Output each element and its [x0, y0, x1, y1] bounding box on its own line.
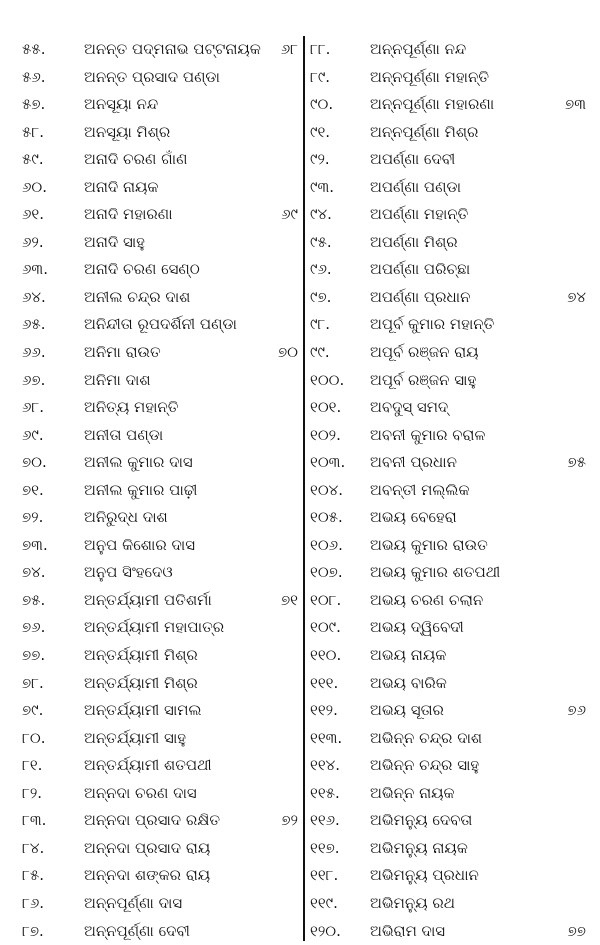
index-entry: [22, 918, 298, 945]
index-entry: [22, 146, 298, 174]
entry-number: ୧୧୬.: [310, 811, 340, 830]
entry-number: ୯୯.: [310, 343, 330, 362]
entry-name: ଅଭୟ କୁମାର ରାଉତ: [370, 535, 488, 554]
index-entry: [22, 311, 298, 339]
entry-name: ଅପର୍ଣ୍ଣା ପଣ୍ଡା: [370, 177, 462, 196]
page-number: ୭୦: [277, 343, 298, 362]
index-entry: [310, 504, 590, 532]
entry-number: ୬୩.: [22, 260, 48, 279]
entry-name: ଅଭିନ୍ନ ନାୟକ: [370, 783, 455, 802]
entry-name: ଅନୀଲ ଚନ୍ଦ୍ର ଦାଶ: [84, 287, 191, 306]
index-entry: [22, 752, 298, 780]
index-entry: [310, 449, 590, 477]
entry-name: ଅନ୍ନପୂର୍ଣ୍ଣା ମହାନ୍ତି: [370, 67, 490, 86]
entry-name: ଅନାଦି ଚରଣ ଗାଁଣ: [84, 150, 188, 169]
index-entry: [22, 91, 298, 119]
entry-name: ଅପର୍ଣ୍ଣା ପ୍ରଧାନ: [370, 287, 471, 306]
entry-number: ୯୬.: [310, 260, 332, 279]
entry-name: ଅନୀଲ କୁମାର ପାଢ଼ୀ: [84, 480, 198, 499]
index-entry: [22, 64, 298, 92]
entry-number: ୯୪.: [310, 205, 332, 224]
index-entry: [310, 890, 590, 918]
entry-number: ୮୦.: [22, 728, 46, 747]
index-entry: [22, 532, 298, 560]
index-entry: [310, 614, 590, 642]
entry-name: ଅଭୟ ବାରିକ: [370, 673, 447, 692]
entry-number: ୭୫.: [22, 590, 46, 609]
index-entry: [310, 670, 590, 698]
entry-number: ୧୧୯.: [310, 893, 338, 912]
entry-name: ଅଭିରାମ ଦାସ: [370, 921, 446, 940]
index-entry: [310, 587, 590, 615]
index-entry: [310, 256, 590, 284]
index-entry: [22, 614, 298, 642]
entry-name: ଅନୀଲ କୁମାର ଦାସ: [84, 453, 193, 472]
entry-name: ଅଭିମନ୍ୟୁ ନାୟକ: [370, 838, 468, 857]
left-column: [22, 36, 298, 945]
index-entry: [310, 477, 590, 505]
entry-number: ୧୧୭.: [310, 838, 340, 857]
index-entry: [22, 890, 298, 918]
entry-name: ଅନ୍ନଦା ଚରଣ ଦାସ: [84, 783, 197, 802]
entry-number: ୧୧୪.: [310, 756, 341, 775]
entry-number: ୧୦୮.: [310, 590, 342, 609]
entry-number: ୭୪.: [22, 563, 46, 582]
entry-number: ୮୩.: [22, 811, 47, 830]
index-entry: [310, 339, 590, 367]
entry-number: ୧୦୯.: [310, 618, 341, 637]
entry-number: ୧୧୦.: [310, 646, 342, 665]
entry-number: ୯୧.: [310, 122, 331, 141]
index-entry: [22, 36, 298, 64]
entry-name: ଅନିମା ଦାଶ: [84, 370, 151, 389]
entry-number: ୧୧୫.: [310, 783, 340, 802]
index-entry: [22, 587, 298, 615]
entry-number: ୫୬.: [22, 67, 46, 86]
entry-name: ଅବନୀ କୁମାର ବରାଳ: [370, 425, 486, 444]
entry-number: ୧୧୧.: [310, 673, 339, 692]
entry-name: ଅନାଦି ନାୟକ: [84, 177, 159, 196]
entry-name: ଅପୂର୍ବ ରଞ୍ଜନ ରାୟ: [370, 343, 479, 362]
index-entry: [310, 64, 590, 92]
entry-name: ଅନାଦି ସାହୁ: [84, 232, 145, 251]
entry-number: ୬୪.: [22, 287, 46, 306]
index-entry: [22, 394, 298, 422]
entry-number: ୭୨.: [22, 508, 44, 527]
entry-name: ଅଭିମନ୍ୟୁ ପ୍ରଧାନ: [370, 866, 479, 885]
index-entry: [22, 229, 298, 257]
entry-name: ଅନ୍ନପୂର୍ଣ୍ଣା ଦେବୀ: [84, 921, 190, 940]
entry-name: ଅନ୍ତର୍ଯ୍ୟାମୀ ମିଶ୍ର: [84, 673, 198, 692]
entry-name: ଅନିନ୍ଦୀତା ରୂପଦର୍ଶିନୀ ପଣ୍ଡା: [84, 315, 237, 334]
entry-name: ଅପର୍ଣ୍ଣା ମହାନ୍ତି: [370, 205, 469, 224]
entry-number: ୮୧.: [22, 756, 43, 775]
page-number: ୭୫: [567, 453, 586, 472]
page-number: ୭୭: [567, 921, 586, 940]
index-entry: [310, 642, 590, 670]
entry-number: ୧୧୩.: [310, 728, 343, 747]
entry-name: ଅନୁପ କିଶୋର ଦାସ: [84, 535, 195, 554]
entry-number: ୫୯.: [22, 150, 44, 169]
entry-number: ୭୩.: [22, 535, 48, 554]
page-number: ୭୩: [565, 95, 586, 114]
index-entry: [22, 339, 298, 367]
entry-name: ଅନାଦି ମହାରଣା: [84, 205, 173, 224]
entry-number: ୧୦୬.: [310, 535, 343, 554]
index-entry: [310, 862, 590, 890]
entry-number: ୧୦୭.: [310, 563, 343, 582]
entry-number: ୧୦୫.: [310, 508, 343, 527]
entry-name: ଅଭୟ ବେହେରା: [370, 508, 457, 527]
index-entry: [22, 504, 298, 532]
entry-number: ୮୯.: [310, 67, 331, 86]
entry-number: ୫୭.: [22, 95, 46, 114]
entry-name: ଅନ୍ନପୂର୍ଣ୍ଣା ନନ୍ଦ: [370, 40, 467, 58]
index-entry: [22, 670, 298, 698]
index-entry: [310, 119, 590, 147]
index-entry: [22, 835, 298, 863]
entry-number: ୬୦.: [22, 177, 48, 196]
entry-name: ଅନିମା ରାଉତ: [84, 343, 161, 362]
entry-name: ଅପର୍ଣ୍ଣା ଦେବୀ: [370, 150, 456, 169]
entry-number: ୧୦୩.: [310, 453, 346, 472]
column-divider: [303, 36, 305, 941]
entry-number: ୧୨୦.: [310, 921, 341, 940]
entry-name: ଅନୀତା ପଣ୍ଡା: [84, 425, 164, 444]
entry-name: ଅନ୍ତର୍ଯ୍ୟାମୀ ମହାପାତ୍ର: [84, 618, 225, 637]
index-entry: [310, 229, 590, 257]
entry-name: ଅନୁପ ସିଂହଦେଓ: [84, 563, 173, 582]
entry-name: ଅନ୍ନପୂର୍ଣ୍ଣା ମିଶ୍ର: [370, 122, 479, 141]
entry-name: ଅଭୟ ସୂତାର: [370, 701, 444, 720]
entry-name: ଅଭିନ୍ନ ଚନ୍ଦ୍ର ସାହୁ: [370, 756, 480, 775]
index-entry: [310, 835, 590, 863]
entry-name: ଅନସୂୟା ନନ୍ଦ: [84, 95, 159, 114]
index-entry: [22, 367, 298, 395]
index-entry: [310, 201, 590, 229]
entry-number: ୭୮.: [22, 673, 44, 692]
index-entry: [310, 367, 590, 395]
entry-number: ୯୫.: [310, 232, 332, 251]
entry-name: ଅନ୍ନପୂର୍ଣ୍ଣା ମହାରଣା: [370, 95, 495, 114]
entry-name: ଅପର୍ଣ୍ଣା ପରିଚ୍ଛା: [370, 260, 471, 279]
entry-number: ୬୮.: [22, 398, 45, 417]
index-entry: [22, 284, 298, 312]
index-entry: [22, 477, 298, 505]
entry-number: ୧୦୪.: [310, 480, 344, 499]
page-number: ୭୪: [567, 287, 586, 306]
entry-number: ୯୮.: [310, 315, 331, 334]
right-column: [310, 36, 590, 945]
entry-number: ୮୪.: [22, 838, 45, 857]
entry-number: ୭୧.: [22, 480, 44, 499]
entry-name: ଅନ୍ତର୍ଯ୍ୟାମୀ ସାମଲ: [84, 701, 202, 720]
entry-number: ୧୧୨.: [310, 701, 338, 720]
entry-name: ଅନ୍ନପୂର୍ଣ୍ଣା ଦାସ: [84, 893, 183, 912]
entry-number: ୭୯.: [22, 701, 44, 720]
page-number: ୭୧: [281, 590, 298, 609]
index-entry: [310, 532, 590, 560]
entry-name: ଅଭିମନ୍ୟୁ ରଥ: [370, 893, 455, 912]
index-entry: [22, 119, 298, 147]
index-entry: [310, 284, 590, 312]
entry-number: ୮୬.: [22, 893, 45, 912]
entry-name: ଅପର୍ଣ୍ଣା ମିଶ୍ର: [370, 232, 458, 251]
entry-number: ୬୫.: [22, 315, 46, 334]
index-entry: [22, 256, 298, 284]
entry-number: ୮୫.: [22, 866, 44, 885]
entry-number: ୭୦.: [22, 453, 47, 472]
entry-name: ଅନନ୍ତ ପଦ୍ମନାଭ ପଟ୍ଟନାୟକ: [84, 40, 261, 58]
entry-number: ୧୦୨.: [310, 425, 341, 444]
entry-number: ୬୭.: [22, 370, 46, 389]
index-entry: [310, 146, 590, 174]
entry-name: ଅନସୂୟା ମିଶ୍ର: [84, 122, 171, 141]
index-entry: [310, 780, 590, 808]
entry-name: ଅପୂର୍ବ ରଞ୍ଜନ ସାହୁ: [370, 370, 477, 389]
index-entry: [310, 311, 590, 339]
index-entry: [22, 725, 298, 753]
index-entry: [310, 174, 590, 202]
index-entry: [22, 697, 298, 725]
page-number: ୭୨: [281, 811, 298, 830]
entry-number: ୮୭.: [22, 921, 44, 940]
entry-name: ଅଭୟ ଦ୍ୱିବେଦୀ: [370, 618, 464, 637]
index-entry: [22, 559, 298, 587]
entry-number: ୬୯.: [22, 425, 44, 444]
entry-number: ୮୮.: [310, 40, 331, 58]
entry-name: ଅନ୍ତର୍ଯ୍ୟାମୀ ପତିଶର୍ମା: [84, 590, 212, 609]
entry-name: ଅବନୀ ପ୍ରଧାନ: [370, 453, 457, 472]
entry-name: ଅନାଦି ଚରଣ ସେଣ୍ଠ: [84, 260, 200, 279]
entry-number: ୧୦୧.: [310, 398, 342, 417]
entry-name: ଅବଦୁସ୍ ସମଦ୍: [370, 398, 449, 417]
entry-number: ୧୧୮.: [310, 866, 339, 885]
entry-name: ଅଭିନ୍ନ ଚନ୍ଦ୍ର ଦାଶ: [370, 728, 483, 747]
entry-number: ୬୨.: [22, 232, 44, 251]
index-entry: [22, 807, 298, 835]
index-entry: [22, 201, 298, 229]
entry-number: ୬୬.: [22, 343, 46, 362]
entry-name: ଅନ୍ତର୍ଯ୍ୟାମୀ ମିଶ୍ର: [84, 646, 198, 665]
entry-name: ଅଭୟ ଚରଣ ଚଲାନ: [370, 590, 484, 609]
entry-name: ଅନନ୍ତ ପ୍ରସାଦ ପଣ୍ଡା: [84, 67, 220, 86]
index-entry: [22, 174, 298, 202]
entry-name: ଅଭିମନ୍ୟୁ ଦେବତା: [370, 811, 473, 830]
entry-name: ଅନ୍ନଦା ଶଙ୍କର ରାୟ: [84, 866, 211, 885]
index-entry: [310, 91, 590, 119]
entry-number: ୯୭.: [310, 287, 332, 306]
index-entry: [310, 752, 590, 780]
index-entry: [310, 394, 590, 422]
entry-number: ୯୨.: [310, 150, 330, 169]
entry-name: ଅନିତ୍ୟ ମହାନ୍ତି: [84, 398, 179, 417]
index-entry: [22, 449, 298, 477]
entry-name: ଅନ୍ତର୍ଯ୍ୟାମୀ ଶତପଥୀ: [84, 756, 212, 775]
index-entry: [22, 862, 298, 890]
index-entry: [310, 36, 590, 64]
entry-name: ଅପୂର୍ବ କୁମାର ମହାନ୍ତି: [370, 315, 495, 334]
entry-name: ଅନ୍ନଦା ପ୍ରସାଦ ରକ୍ଷିତ: [84, 811, 221, 830]
index-entry: [310, 422, 590, 450]
entry-name: ଅନ୍ତର୍ଯ୍ୟାମୀ ସାହୁ: [84, 728, 186, 747]
entry-number: ୫୮.: [22, 122, 44, 141]
entry-name: ଅଭୟ ନାୟକ: [370, 646, 447, 665]
entry-number: ୮୨.: [22, 783, 43, 802]
index-entry: [310, 697, 590, 725]
index-entry: [310, 807, 590, 835]
index-entry: [22, 422, 298, 450]
entry-number: ୧୦୦.: [310, 370, 345, 389]
page-number: ୭୬: [567, 701, 586, 720]
entry-name: ଅଭୟ କୁମାର ଶତପଥୀ: [370, 563, 501, 582]
index-entry: [310, 559, 590, 587]
entry-number: ୬୧.: [22, 205, 45, 224]
entry-number: ୭୭.: [22, 646, 46, 665]
index-entry: [22, 780, 298, 808]
entry-number: ୭୬.: [22, 618, 46, 637]
entry-name: ଅନ୍ନଦା ପ୍ରସାଦ ରାୟ: [84, 838, 211, 857]
page-number: ୬୯: [281, 205, 298, 224]
index-entry: [310, 918, 590, 945]
page-number: ୬୮: [280, 40, 298, 58]
index-entry: [310, 725, 590, 753]
entry-name: ଅନିରୁଦ୍ଧ ଦାଶ: [84, 508, 168, 527]
entry-number: ୯୩.: [310, 177, 335, 196]
index-entry: [22, 642, 298, 670]
entry-name: ଅବନ୍ତୀ ମଲ୍ଲିକ: [370, 480, 470, 499]
entry-number: ୯୦.: [310, 95, 334, 114]
entry-number: ୫୫.: [22, 40, 46, 58]
